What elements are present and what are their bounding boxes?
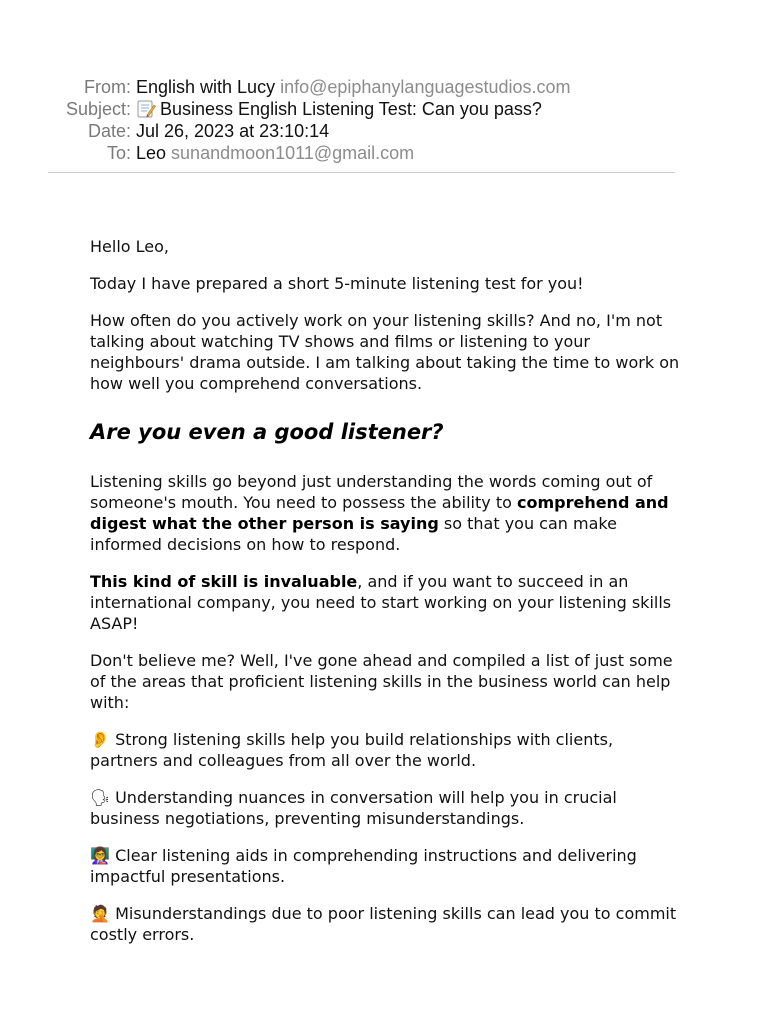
greeting: Hello Leo, [90, 237, 169, 256]
sender-name[interactable]: English with Lucy [136, 77, 276, 97]
from-row [48, 76, 675, 98]
list-item-text: Clear listening aids in comprehending instructions and delivering impactful presentations. [90, 846, 637, 886]
subject-value [136, 98, 542, 120]
header-divider [48, 172, 675, 173]
bold-emphasis: This kind of skill is invaluable [90, 572, 358, 591]
memo-icon [136, 99, 156, 119]
subject-label: Subject: [65, 99, 131, 119]
recipient-name[interactable]: Leo [136, 143, 167, 163]
subject-text: Business English Listening Test: Can you pass? [160, 99, 542, 119]
subject-row [48, 98, 675, 120]
list-item-text: Misunderstandings due to poor listening skills can lead you to commit costly errors. [90, 904, 677, 944]
paragraph-text: , and if you want to succeed in an international company, you need to start working on your listening skills ASAP! [90, 572, 672, 633]
date-label: Date: [87, 121, 131, 141]
list-item-text: Strong listening skills help you build relationships with clients, partners and colleagues from all over the world. [90, 730, 614, 770]
paragraph-text: so that you can make informed decisions on how to respond. [90, 514, 617, 554]
list-item [90, 729, 680, 771]
paragraph-text: Listening skills go beyond just understanding the words coming out of someone's mouth. You need to possess the ability to [90, 472, 653, 512]
list-item-text: Understanding nuances in conversation will help you in crucial business negotiations, preventing misunderstandings. [90, 788, 617, 828]
list-item [90, 787, 680, 829]
paragraph-beyond-words [90, 471, 680, 555]
teacher-icon: 👩‍🏫 [90, 846, 110, 865]
paragraph-list-intro: Don't believe me? Well, I've gone ahead and compiled a list of just some of the areas that proficient listening skills in the business world can help with: [90, 651, 673, 712]
date-value: Jul 26, 2023 at 23:10:14 [136, 121, 330, 141]
section-heading: Are you even a good listener? [90, 420, 444, 444]
list-item [90, 903, 680, 945]
paragraph-listening-skills: How often do you actively work on your listening skills? And no, I'm not talking about watching TV shows and films or listening to your neighbours' drama outside. I am talking about taking the time to work on how well you comprehend conversations. [90, 311, 680, 393]
from-label: From: [84, 77, 131, 97]
date-row [48, 120, 675, 142]
to-label: To: [106, 143, 131, 163]
list-item [90, 845, 680, 887]
person-facepalming-icon: 🤦 [90, 904, 110, 923]
sender-email[interactable]: info@epiphanylanguagestudios.com [280, 77, 571, 97]
ear-icon: 👂 [90, 730, 110, 749]
paragraph-invaluable [90, 571, 680, 634]
email-body [90, 236, 680, 961]
email-header [48, 76, 675, 164]
recipient-email[interactable]: sunandmoon1011@gmail.com [171, 143, 415, 163]
intro-paragraph: Today I have prepared a short 5-minute listening test for you! [90, 274, 584, 293]
bold-emphasis: comprehend and digest what the other person is saying [90, 493, 669, 533]
speaking-head-icon: 🗣 [90, 788, 111, 807]
to-row [48, 142, 675, 164]
